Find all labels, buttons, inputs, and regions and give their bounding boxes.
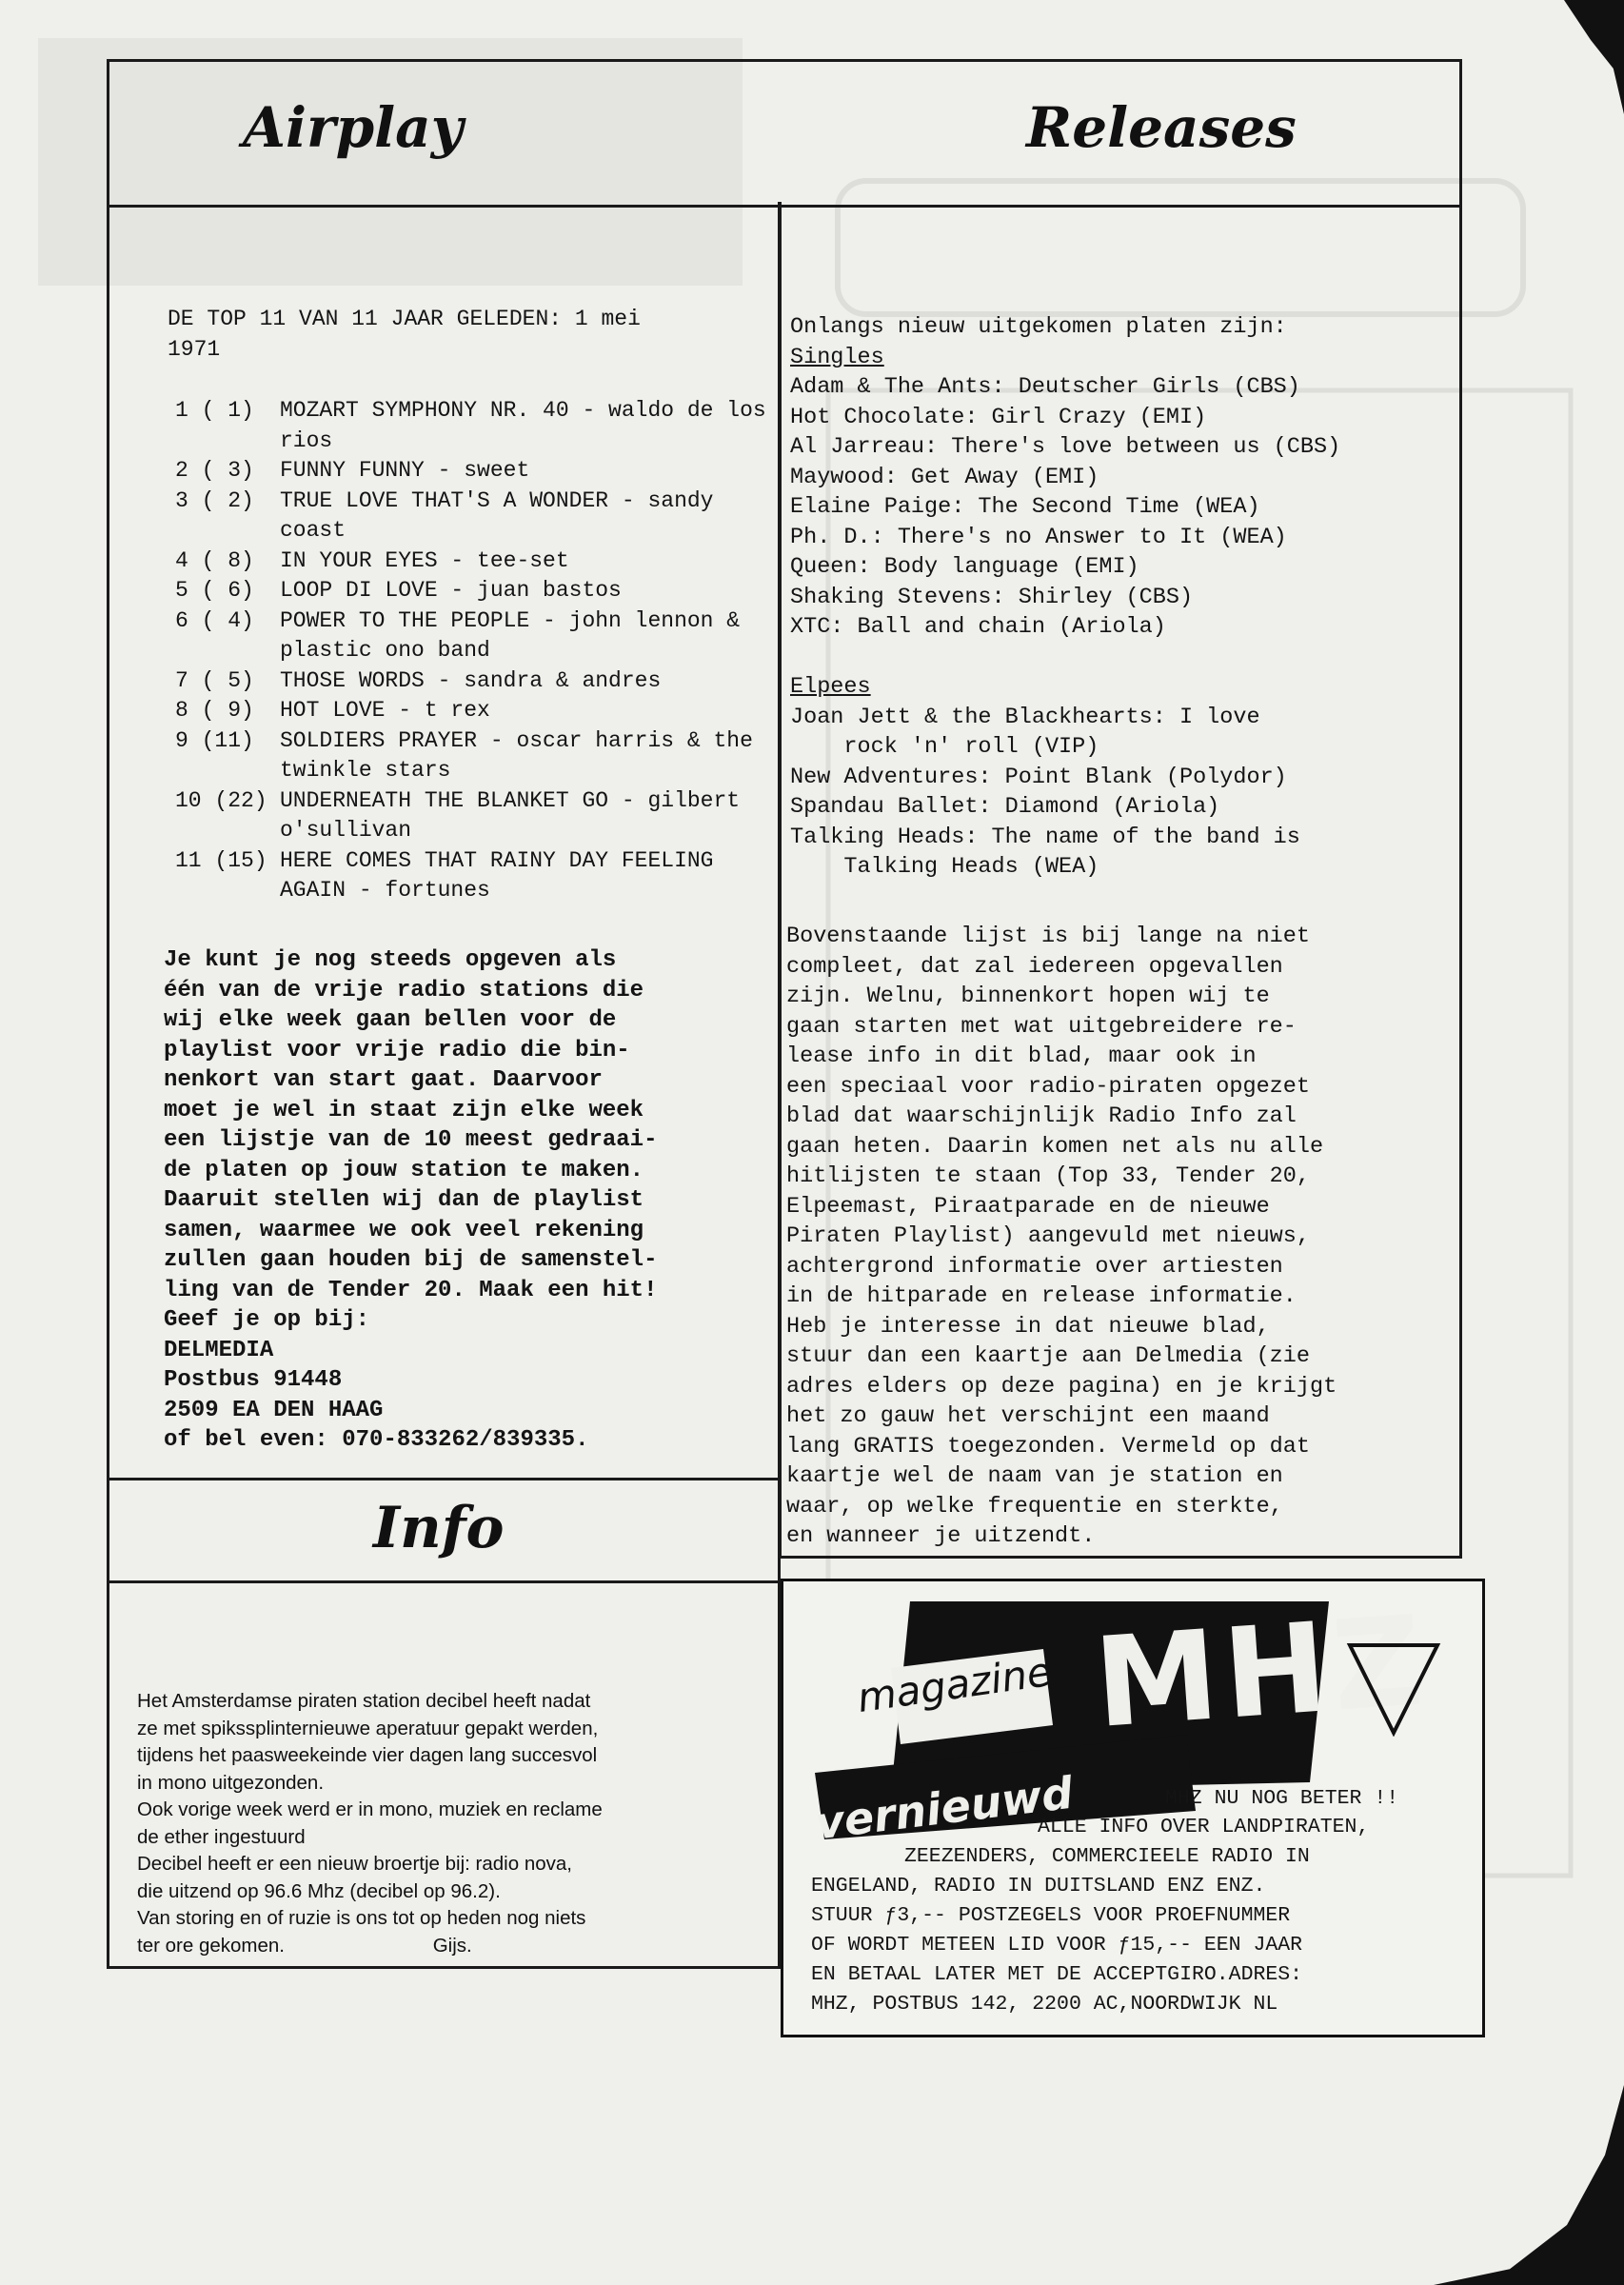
info-line: Decibel heeft er een nieuw broertje bij: radio nova, [137, 1853, 572, 1875]
ad-line: STUUR ƒ3,-- POSTZEGELS VOOR PROEFNUMMER [811, 1904, 1291, 1927]
chart-position: 11 (15) [175, 847, 267, 873]
airplay-body-line: moet je wel in staat zijn elke week [164, 1097, 644, 1123]
airplay-chart [168, 396, 767, 906]
releases-body [786, 922, 1337, 1552]
info-line: die uitzend op 96.6 Mhz (decibel op 96.2). [137, 1879, 501, 1902]
info-line: tijdens het paasweekeinde vier dagen lang succesvol [137, 1744, 598, 1766]
info-line [137, 1933, 756, 1960]
airplay-heading-year: 1971 [168, 336, 221, 362]
airplay-body-line: Je kunt je nog steeds opgeven als [164, 947, 617, 973]
chart-row [168, 576, 767, 606]
info-line: de ether ingestuurd [137, 1825, 306, 1848]
releases-body-line: het zo gauw het verschijnt een maand [786, 1403, 1270, 1429]
chart-row [168, 546, 767, 577]
chart-position: 3 ( 2) [175, 487, 254, 513]
chart-row [168, 456, 767, 487]
single-item: Queen: Body language (EMI) [790, 554, 1139, 580]
single-item: Maywood: Get Away (EMI) [790, 464, 1099, 490]
airplay-body-line: wij elke week gaan bellen voor de [164, 1007, 617, 1033]
releases-body-line: compleet, dat zal iedereen opgevallen [786, 953, 1283, 980]
single-item: Al Jarreau: There's love between us (CBS) [790, 434, 1341, 460]
chart-song: POWER TO THE PEOPLE - john lennon & plastic ono band [280, 607, 741, 663]
single-item: Hot Chocolate: Girl Crazy (EMI) [790, 404, 1207, 430]
triangle-icon [1346, 1641, 1441, 1737]
releases-body-line: lang GRATIS toegezonden. Vermeld op dat [786, 1433, 1310, 1460]
airplay-body-line: één van de vrije radio stations die [164, 977, 644, 1003]
releases-body-line: hitlijsten te staan (Top 33, Tender 20, [786, 1163, 1310, 1189]
chart-row [168, 696, 767, 726]
elpee-item: New Adventures: Point Blank (Polydor) [790, 764, 1287, 790]
releases-body-line: een speciaal voor radio-piraten opgezet [786, 1073, 1310, 1100]
airplay-body-line: samen, waarmee we ook veel rekening [164, 1217, 644, 1243]
releases-title: Releases [1026, 95, 1297, 160]
ad-line: ENGELAND, RADIO IN DUITSLAND ENZ ENZ. [811, 1875, 1266, 1898]
airplay-body-line: ling van de Tender 20. Maak een hit! [164, 1277, 658, 1303]
releases-list [790, 312, 1340, 883]
singles-label: Singles [790, 344, 884, 370]
chart-position: 7 ( 5) [175, 667, 254, 693]
releases-body-line: kaartje wel de naam van je station en [786, 1463, 1283, 1489]
chart-position: 5 ( 6) [175, 578, 254, 603]
chart-song: TRUE LOVE THAT'S A WONDER - sandy coast [280, 487, 714, 543]
airplay-title: Airplay [243, 95, 464, 160]
releases-body-line: zijn. Welnu, binnenkort hopen wij te [786, 984, 1270, 1009]
chart-song: UNDERNEATH THE BLANKET GO - gilbert o'sullivan [280, 787, 741, 843]
airplay-body-line: playlist voor vrije radio die bin- [164, 1037, 630, 1063]
single-item: Elaine Paige: The Second Time (WEA) [790, 494, 1260, 520]
airplay-body-line: 2509 EA DEN HAAG [164, 1397, 384, 1423]
releases-body-line: blad dat waarschijnlijk Radio Info zal [786, 1103, 1297, 1129]
info-line-last: ter ore gekomen. [137, 1934, 285, 1957]
airplay-body-line: of bel even: 070-833262/839335. [164, 1427, 589, 1453]
releases-body-line: gaan starten met wat uitgebreidere re- [786, 1013, 1297, 1040]
chart-song: SOLDIERS PRAYER - oscar harris & the twinkle stars [280, 727, 753, 783]
releases-intro: Onlangs nieuw uitgekomen platen zijn: [790, 314, 1287, 340]
chart-position: 6 ( 4) [175, 607, 254, 633]
ad-line: MHZ NU NOG BETER !! [1165, 1787, 1399, 1810]
releases-body-line: stuur dan een kaartje aan Delmedia (zie [786, 1343, 1310, 1369]
chart-song: HERE COMES THAT RAINY DAY FEELING AGAIN - fortunes [280, 847, 714, 903]
releases-body-line: Heb je interesse in dat nieuwe blad, [786, 1313, 1270, 1340]
chart-row [168, 666, 767, 697]
chart-row [168, 487, 767, 546]
ad-line: MHZ, POSTBUS 142, 2200 AC,NOORDWIJK NL [811, 1993, 1278, 2016]
chart-row [168, 786, 767, 846]
chart-song: FUNNY FUNNY - sweet [280, 458, 530, 483]
airplay-body-line: Geef je op bij: [164, 1307, 370, 1333]
ad-line: ALLE INFO OVER LANDPIRATEN, [1038, 1816, 1370, 1838]
airplay-body-line: zullen gaan houden bij de samenstel- [164, 1247, 658, 1273]
releases-body-line: waar, op welke frequentie en sterkte, [786, 1493, 1283, 1520]
single-item: Shaking Stevens: Shirley (CBS) [790, 584, 1194, 610]
info-line: in mono uitgezonden. [137, 1771, 325, 1794]
elpee-item: Talking Heads: The name of the band is [790, 824, 1300, 850]
airplay-body-line: Daaruit stellen wij dan de playlist [164, 1187, 644, 1213]
releases-body-line: Piraten Playlist) aangevuld met nieuws, [786, 1223, 1310, 1249]
releases-body-line: gaan heten. Daarin komen net als nu alle [786, 1133, 1324, 1160]
chart-position: 4 ( 8) [175, 547, 254, 573]
chart-row [168, 726, 767, 786]
chart-song: MOZART SYMPHONY NR. 40 - waldo de los rios [280, 398, 766, 453]
chart-song: IN YOUR EYES - tee-set [280, 547, 569, 573]
airplay-body-line: DELMEDIA [164, 1337, 274, 1363]
airplay-body-line: de platen op jouw station te maken. [164, 1157, 644, 1183]
elpee-item: rock 'n' roll (VIP) [790, 734, 1099, 760]
ad-line: EN BETAAL LATER MET DE ACCEPTGIRO.ADRES: [811, 1963, 1303, 1986]
torn-corner-bottom [1434, 2085, 1624, 2285]
info-text [137, 1688, 756, 1959]
releases-body-line: en wanneer je uitzendt. [786, 1523, 1096, 1549]
releases-body-line: adres elders op deze pagina) en je krijgt [786, 1373, 1337, 1400]
chart-position: 1 ( 1) [175, 398, 254, 423]
releases-body-line: Bovenstaande lijst is bij lange na niet [786, 924, 1310, 949]
ad-line: ZEEZENDERS, COMMERCIEELE RADIO IN [904, 1845, 1310, 1868]
single-item: XTC: Ball and chain (Ariola) [790, 614, 1166, 640]
ad-logo-vernieuwd: vernieuwd [812, 1766, 1077, 1850]
spacer [790, 643, 1340, 673]
info-title: Info [373, 1495, 505, 1561]
ad-logo-magazine: magazine [854, 1647, 1055, 1722]
elpees-label: Elpees [790, 674, 871, 700]
elpee-item: Talking Heads (WEA) [790, 854, 1099, 880]
single-item: Ph. D.: There's no Answer to It (WEA) [790, 524, 1287, 550]
elpee-item: Spandau Ballet: Diamond (Ariola) [790, 794, 1220, 820]
info-line: Van storing en of ruzie is ons tot op heden nog niets [137, 1907, 586, 1929]
ad-line: OF WORDT METEEN LID VOOR ƒ15,-- EEN JAAR [811, 1934, 1303, 1957]
airplay-body-line: een lijstje van de 10 meest gedraai- [164, 1127, 658, 1153]
info-signature: Gijs. [432, 1934, 472, 1957]
chart-song: LOOP DI LOVE - juan bastos [280, 578, 622, 603]
airplay-body [164, 945, 657, 1456]
chart-position: 9 (11) [175, 727, 254, 753]
releases-body-line: in de hitparade en release informatie. [786, 1283, 1297, 1309]
releases-body-line: achtergrond informatie over artiesten [786, 1253, 1283, 1280]
airplay-body-line: Postbus 91448 [164, 1367, 343, 1393]
chart-row [168, 606, 767, 666]
chart-row [168, 396, 767, 456]
chart-position: 8 ( 9) [175, 698, 254, 723]
airplay-heading-line: DE TOP 11 VAN 11 JAAR GELEDEN: 1 mei [168, 307, 641, 331]
ad-logo-mhz: MHZ [1090, 1587, 1434, 1757]
airplay-body-line: nenkort van start gaat. Daarvoor [164, 1067, 603, 1093]
chart-song: THOSE WORDS - sandra & andres [280, 667, 662, 693]
chart-position: 10 (22) [175, 787, 267, 813]
airplay-heading [168, 305, 641, 365]
info-line: Ook vorige week werd er in mono, muziek en reclame [137, 1798, 603, 1820]
info-line: Het Amsterdamse piraten station decibel heeft nadat [137, 1690, 591, 1712]
releases-body-line: Elpeemast, Piraatparade en de nieuwe [786, 1193, 1270, 1220]
chart-song: HOT LOVE - t rex [280, 698, 490, 723]
chart-position: 2 ( 3) [175, 458, 254, 483]
single-item: Adam & The Ants: Deutscher Girls (CBS) [790, 374, 1300, 400]
elpee-item: Joan Jett & the Blackhearts: I love [790, 704, 1260, 730]
info-line: ze met spikssplinternieuwe aperatuur gepakt werden, [137, 1717, 599, 1739]
chart-row [168, 846, 767, 906]
info-divider [107, 1580, 781, 1583]
releases-body-line: lease info in dit blad, maar ook in [786, 1043, 1257, 1069]
